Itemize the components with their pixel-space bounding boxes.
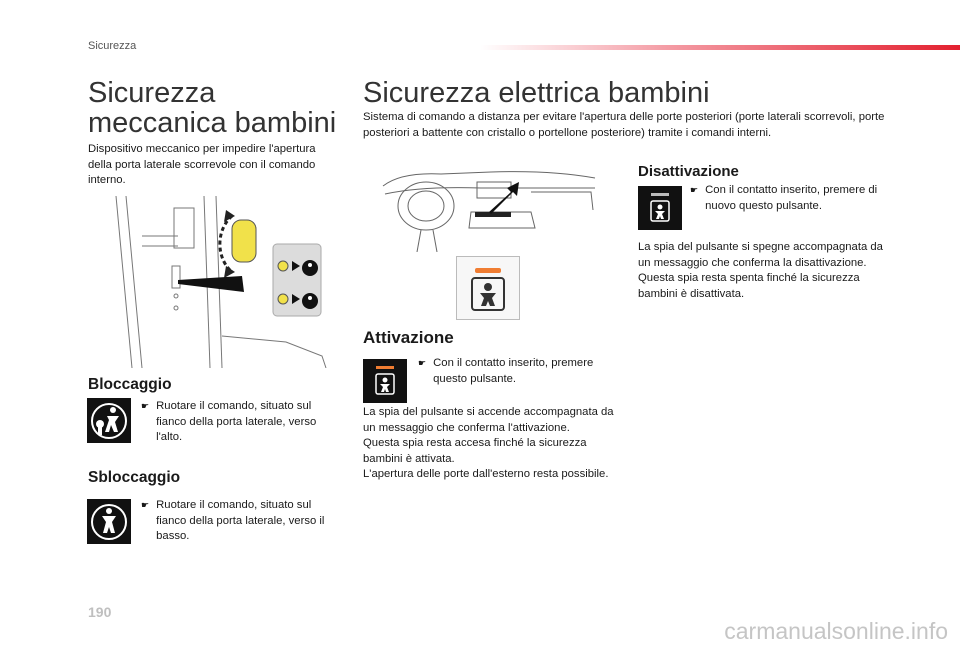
- bullet-arrow-icon: ☛: [690, 185, 699, 195]
- bullet-arrow-icon: ☛: [141, 401, 150, 411]
- bullet-arrow-icon: ☛: [418, 358, 427, 368]
- activation-button-icon: [363, 359, 407, 403]
- deactivation-text: La spia del pulsante si spegne accompagnata da un messaggio che conferma la disattivazione. Questa spia resta spenta finché la sicurezza bambini è disattivata.: [638, 241, 883, 300]
- lock-icon: [87, 398, 131, 443]
- child-lock-icon: [87, 398, 131, 443]
- child-icon: [650, 200, 670, 222]
- lock-instruction-text: Ruotare il comando, situato sul fianco della porta laterale, verso l'alto.: [156, 400, 317, 443]
- indicator-off-icon: [651, 193, 669, 196]
- deactivation-heading: Disattivazione: [638, 163, 739, 180]
- left-title: [88, 78, 336, 138]
- button-detail: [456, 256, 520, 320]
- deactivation-button-icon: [638, 186, 682, 230]
- left-title-line2: meccanica bambini: [88, 107, 337, 139]
- activation-heading: Attivazione: [363, 328, 454, 347]
- indicator-light: [475, 268, 501, 273]
- unlock-heading: Sbloccaggio: [88, 469, 181, 486]
- activation-instruction-text: Con il contatto inserito, premere questo pulsante.: [433, 357, 594, 385]
- door-lock-illustration: [86, 196, 332, 368]
- page-number: 190: [88, 604, 112, 620]
- dashboard-figure: [381, 168, 599, 252]
- unlock-icon: [87, 499, 131, 544]
- section-label: Sicurezza: [88, 40, 137, 52]
- child-icon: [375, 373, 395, 395]
- indicator-on-icon: [376, 366, 394, 369]
- activation-instruction: [418, 356, 613, 387]
- watermark: carmanualsonline.info: [724, 618, 948, 644]
- dashboard-illustration: [381, 168, 599, 252]
- deactivation-instruction: [690, 183, 900, 214]
- deactivation-instruction-text: Con il contatto inserito, premere di nuovo questo pulsante.: [705, 184, 878, 212]
- unlock-instruction-text: Ruotare il comando, situato sul fianco della porta laterale, verso il basso.: [156, 499, 325, 542]
- header-accent-bar: [480, 45, 960, 50]
- activation-text: La spia del pulsante si accende accompagnata da un messaggio che conferma l'attivazione. Questa spia resta accesa finché la sicurezza bambini è attivata. L'apertura delle porte dall'esterno resta possibile.: [363, 406, 614, 480]
- right-intro: Sistema di comando a distanza per evitare l'apertura delle porte posteriori (porte laterali scorrevoli, porte posteriori a battente con cristallo o portellone posteriore) tramite i comandi interni.: [363, 111, 885, 139]
- child-safety-button-icon: [471, 277, 505, 311]
- lock-instruction: [141, 399, 346, 446]
- door-lock-figure: [86, 196, 332, 368]
- bullet-arrow-icon: ☛: [141, 500, 150, 510]
- unlock-instruction: [141, 498, 346, 545]
- left-title-line1: Sicurezza: [88, 77, 216, 109]
- lock-heading: Bloccaggio: [88, 376, 172, 393]
- left-intro: Dispositivo meccanico per impedire l'apertura della porta laterale scorrevole con il comando interno.: [88, 143, 316, 186]
- right-title: Sicurezza elettrica bambini: [363, 77, 710, 109]
- child-unlock-icon: [87, 499, 131, 544]
